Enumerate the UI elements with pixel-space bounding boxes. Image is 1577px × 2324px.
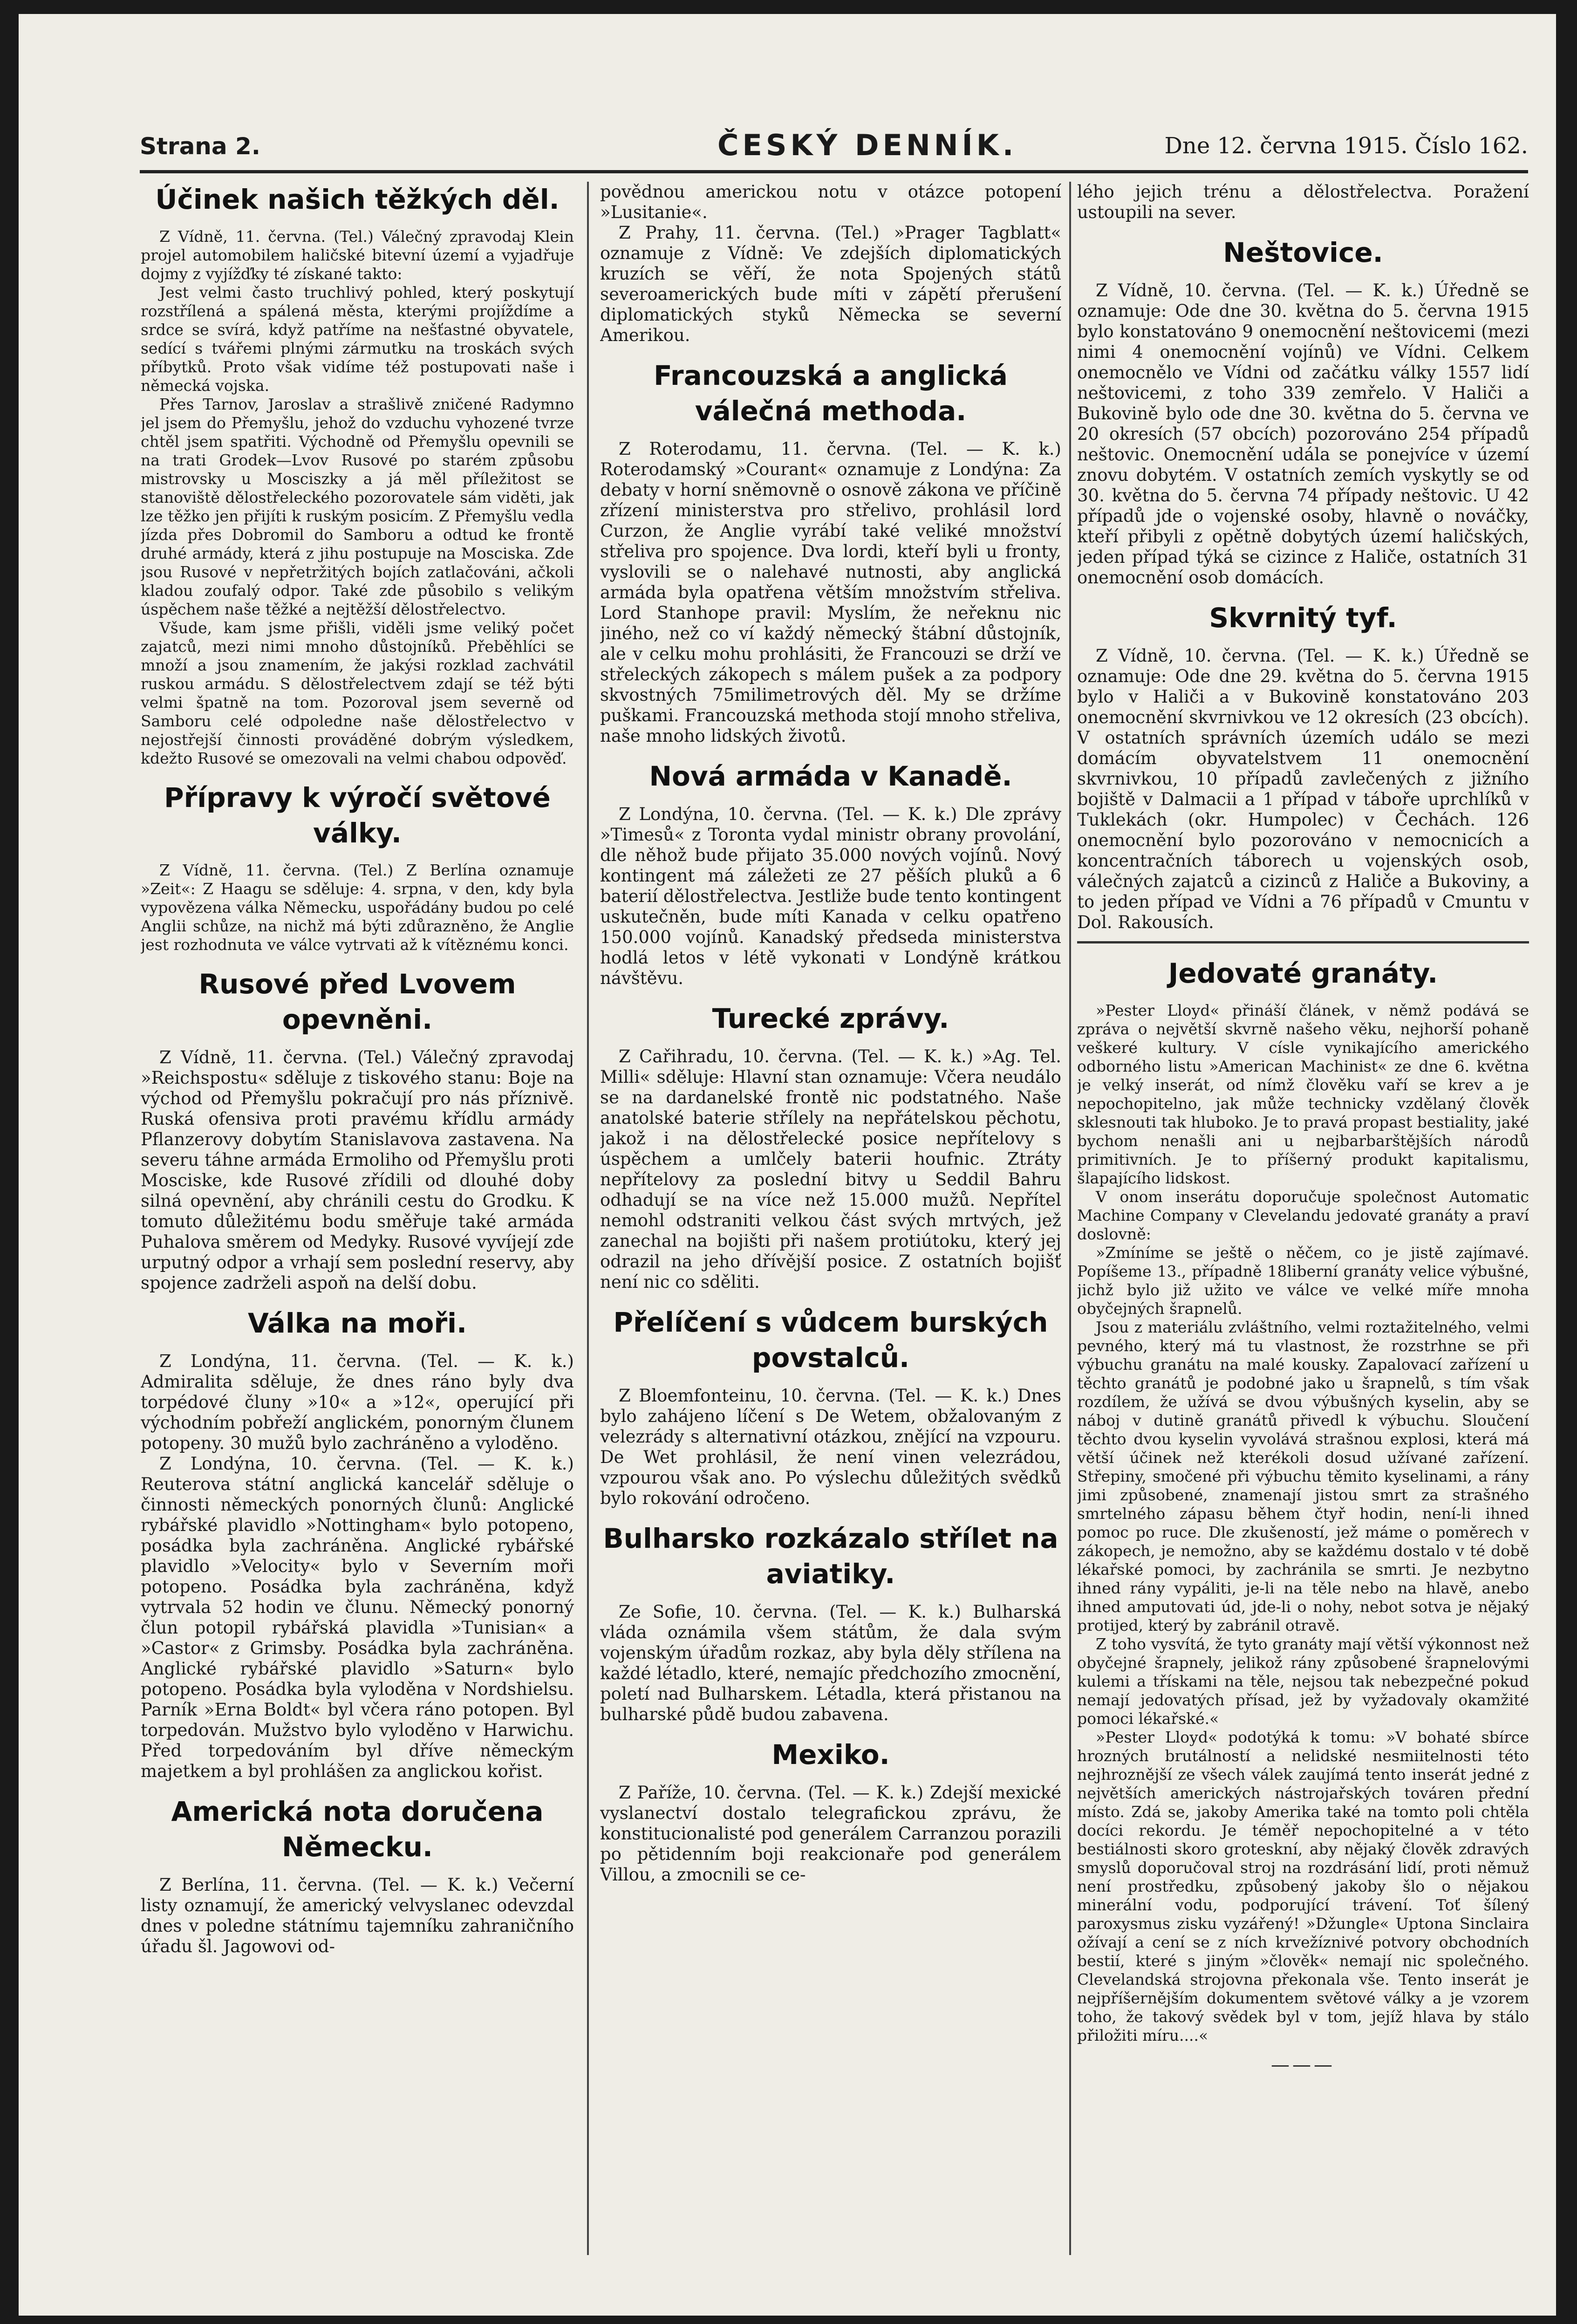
article-title: Bulharsko rozkázalo střílet na aviatiky. bbox=[603, 1523, 1058, 1590]
article-paragraph: Ze Sofie, 10. června. (Tel. — K. k.) Bulharská vláda oznámila všem státům, že dala svým vojenským úřadům rozkaz, aby byla děly střílena na každé létadlo, které, nemajíc předchozího zmocnění, poletí nad Bulharskem. Létadla, která přistanou na bulharské půdě budou zabavena. bbox=[600, 1602, 1061, 1724]
article-title: Válka na moři. bbox=[247, 1307, 467, 1339]
article-title: Turecké zprávy. bbox=[712, 1003, 949, 1034]
article-title: Mexiko. bbox=[771, 1739, 890, 1770]
article-paragraph: Z Londýna, 11. června. (Tel. — K. k.) Admiralita sděluje, že dnes ráno byly dva torpédové čluny »10« a »12«, operující při východním pobřeží anglickém, ponorným člunem potopeny. 30 mužů bylo zachráněno a vyloděno. bbox=[141, 1351, 574, 1453]
article-paragraph: Z Paříže, 10. června. (Tel. — K. k.) Zdejší mexické vyslanectví dostalo telegrafickou zprávu, že konstitucionalisté pod generálem Carranzou porazili po pětidenním boji reakcionaře pod generálem Villou, a zmocnili se ce- bbox=[600, 1783, 1061, 1885]
article-paragraph: Z toho vysvítá, že tyto granáty mají větší výkonnost než obyčejné šrapnely, jelikož rány způsobené šrapnelovými kulemi a třískami na těle, nejsou tak nebezpečné pokud nemají jedovatých přísad, jež by vyžadovaly okamžité pomoci lékařské.« bbox=[1077, 1635, 1529, 1728]
article-paragraph: Z Berlína, 11. června. (Tel. — K. k.) Večerní listy oznamují, že americký velvyslanec odevzdal dnes v poledne státnímu tajemníku zahraničního úřadu šl. Jagowovi od- bbox=[141, 1875, 574, 1956]
article-title: Neštovice. bbox=[1223, 237, 1383, 268]
article-paragraph: Z Prahy, 11. června. (Tel.) »Prager Tagblatt« oznamuje z Vídně: Ve zdejších diplomatických kruzích se věří, že nota Spojených států severoamerických bude míti v zápětí přerušení diplomatických styků Německa se severní Amerikou. bbox=[600, 223, 1061, 345]
article-title: Francouzská a anglická válečná methoda. bbox=[654, 360, 1008, 427]
article-paragraph: »Zmíníme se ještě o něčem, co je jistě zajímavé. Popíšeme 13., případně 18liberní granáty velice výbušné, jichž bylo již užito ve válce ve velké míře mnoha obyčejných šrapnelů. bbox=[1077, 1244, 1529, 1318]
article-title: Jedovaté granáty. bbox=[1168, 957, 1438, 989]
article-title: Skvrnitý tyf. bbox=[1209, 602, 1397, 634]
article-paragraph: Z Vídně, 11. června. (Tel.) Válečný zpravodaj »Reichspostu« sděluje z tiskového stanu: Boje na východ od Přemyšlu pokračují pro nás příznivě. Ruská ofensiva proti pravému křídlu armády Pflanzerovy dobytím Stanislavova zastavena. Na severu táhne armáda Ermoliho od Přemyšlu proti Mosciske, kde Rusové zřídili od dlouhé doby silná opevnění, aby chránili cestu do Grodku. K tomuto důležitému bodu směřuje také armáda Puhalova směrem od Medyky. Rusové vyvíjejí zde urputný odpor a vrhají sem poslední reservy, aby spojence zadrželi aspoň na delší dobu. bbox=[141, 1047, 574, 1293]
article-paragraph: Z Vídně, 10. června. (Tel. — K. k.) Úředně se oznamuje: Ode dne 29. května do 5. června 1915 bylo v Haliči a v Bukovině konstatováno 203 onemocnění skvrnivkou ve 12 okresích (23 obcích). V ostatních správních územích událo se mezi domácím obyvatelstvem 11 onemocnění skvrnivkou, 10 případů zavlečených z jižního bojiště v Dalmacii a 1 případ v táboře uprchlíků v Tuklekách (okr. Humpolec) v Čechách. 126 onemocnění bylo pozorováno v nemocnicích a koncentračních táborech u vojenských osob, válečných zajatců a cizinců z Haliče a Bukoviny, a to jeden případ ve Vídni a 76 případů v Cmuntu v Dol. Rakousích. bbox=[1077, 646, 1529, 932]
article-title: Přelíčení s vůdcem burských povstalců. bbox=[613, 1306, 1048, 1374]
section-divider bbox=[1077, 941, 1529, 943]
article-paragraph: povědnou americkou notu v otázce potopení »Lusitanie«. bbox=[600, 182, 1061, 222]
article-paragraph: Z Vídně, 11. června. (Tel.) Z Berlína oznamuje »Zeit«: Z Haagu se sděluje: 4. srpna, v den, kdy byla vypovězena válka Německu, uspořádány budou po celé Anglii schůze, na nichž má býti zdůrazněno, že Anglie jest rozhodnuta ve válce vytrvati až k vítěznému konci. bbox=[141, 861, 574, 954]
article-title: Nová armáda v Kanadě. bbox=[649, 760, 1012, 792]
column-rule-2 bbox=[1069, 182, 1071, 2255]
article-paragraph: Přes Tarnov, Jaroslav a strašlivě zničené Radymno jel jsem do Přemyšlu, jehož do vzduchu vyhozené tvrze chtěl jsem spatřiti. Východně od Přemyšlu opevnili se na trati Grodek—Lvov Rusové po starém způsobu mistrovsky u Mosciszky a já měl příležitost se stanoviště dělostřeleckého pozorovatele sám viděti, jak lze těžko jen přijíti k ruským posicím. Z Přemyšlu vedla jízda přes Dobromil do Samboru a odtud ke frontě druhé armády, která z jihu postupuje na Mosciska. Zde jsou Rusové v nepřetržitých bojích zatlačováni, ačkoli kladou zoufalý odpor. Také zde působilo s velikým úspěchem naše těžké a nejtěžší dělostřelectvo. bbox=[141, 395, 574, 618]
masthead bbox=[140, 128, 1528, 173]
end-ornament: ——— bbox=[1271, 2054, 1335, 2076]
article-paragraph: Z Londýna, 10. června. (Tel. — K. k.) Reuterova státní anglická kancelář sděluje o činnosti německých ponorných člunů: Anglické rybářské plavidlo »Nottingham« bylo potopeno, posádka byla zachráněna. Anglické rybářské plavidlo »Velocity« bylo v Severním moři potopeno. Posádka byla zachráněna, když vytrvala 52 hodin ve člunu. Německý ponorný člun potopil rybářská plavidla »Tunisian« a »Castor« z Grimsby. Posádka byla zachráněna. Anglické rybářské plavidlo »Saturn« bylo potopeno. Posádka byla vyloděna v Nordshielsu. Parník »Erna Boldt« byl včera ráno potopen. Byl torpedován. Mužstvo bylo vyloděno v Harwichu. Před torpedováním byl dříve německým majetkem a byl prohlášen za anglickou kořist. bbox=[141, 1454, 574, 1781]
article-title: Rusové před Lvovem opevněni. bbox=[198, 968, 516, 1035]
column-2 bbox=[600, 182, 1061, 2260]
article-paragraph: Z Vídně, 10. června. (Tel. — K. k.) Úředně se oznamuje: Ode dne 30. května do 5. června 1915 bylo konstatováno 9 onemocnění neštovicemi (mezi nimi 4 onemocnění vojínů) ve Vídni. Celkem onemocnělo ve Vídni od začátku války 1557 lidí neštovicemi, z toho 339 zemřelo. V Haliči a Bukovině bylo ode dne 30. května do 5. června ve 20 okresích (57 obcích) pozorováno 254 případů neštovic. Onemocnění udála se ponejvíce v území znovu dobytém. V ostatních zemích vyskytly se od 30. května do 5. června 74 případy neštovic. U 42 případů jde o vojenské osoby, hlavně o nováčky, kteří přibyli z opětně dobytých území haličských, jeden případ týká se cizince z Haliče, ostatních 31 onemocnění osob domácích. bbox=[1077, 280, 1529, 588]
article-paragraph: »Pester Lloyd« přináší článek, v němž podává se zpráva o největší skvrně našeho věku, nejhorší pohaně veškeré kultury. V císle vynikajícího amerického odborného listu »American Machinist« ze dne 6. května je velký inserát, od nímž člověku vaří se krev a je nepochopitelno, jak může technicky vzdělaný člověk sklesnouti tak hluboko. Je to pravá propast bestiality, jaké bychom nenašli ani u nejbarbarštějších národů primitivních. Je to příšerný produkt kapitalismu, šlapajícího lidskost. bbox=[1077, 1001, 1529, 1187]
newspaper-title: ČESKÝ DENNÍK. bbox=[717, 128, 1017, 162]
article-paragraph: Z Londýna, 10. června. (Tel. — K. k.) Dle zprávy »Timesů« z Toronta vydal ministr obrany provolání, dle něhož bude přijato 35.000 nových vojínů. Nový kontingent má záležeti ze 27 pěších pluků a 6 baterií dělostřelectva. Jestliže bude tento kontingent uskutečněn, bude míti Kanada v celku opatřeno 150.000 vojínů. Kanadský předseda ministerstva hodlá letos v létě vykonati v Londýně krátkou návštěvu. bbox=[600, 804, 1061, 988]
article-title: Účinek našich těžkých děl. bbox=[155, 184, 560, 215]
article-paragraph: Z Roterodamu, 11. června. (Tel. — K. k.) Roterodamský »Courant« oznamuje z Londýna: Za debaty v horní sněmovně o osnově zákona ve příčině zřízení ministerstva pro střelivo, prohlásil lord Curzon, že Anglie vyrábí také veliké množství střeliva pro spojence. Dva lordi, kteří byli u fronty, vyslovili se o nalehavé nutnosti, aby anglická armáda byla opatřena větším množstvím střeliva. Lord Stanhope pravil: Myslím, že neřeknu nic jiného, než co ví každý německý štábní důstojník, ale v celku mohu prohlásiti, že Francouzi se drží ve střeleckých zákopech s málem pušek a za podpory skvostných 75milimetrových děl. My se držíme puškami. Francouzská methoda stojí mnoho střeliva, naše mnoho lidských životů. bbox=[600, 439, 1061, 746]
column-1 bbox=[141, 182, 574, 2260]
article-paragraph: Všude, kam jsme přišli, viděli jsme veliký počet zajatců, mezi nimi mnoho důstojníků. Přeběhlíci se množí a jsou znamením, že jakýsi rozklad zachvátil ruskou armádu. S dělostřelectvem zdají se též býti velmi špatně na tom. Pozoroval jsem severně od Samboru celé odpoledne naše dělostřelectvo v nejostřejší činnosti prováděné dobrým výsledkem, kdežto Rusové se omezovali na velmi chabou odpověď. bbox=[141, 619, 574, 767]
newspaper-page bbox=[19, 14, 1556, 2316]
article-paragraph: Z Bloemfonteinu, 10. června. (Tel. — K. k.) Dnes bylo zahájeno líčení s De Wetem, obžalovaným z velezrády s alternativní otázkou, znějící na vzpouru. De Wet prohlásil, že není vinen velezrádou, vzpourou však ano. Po výslechu důležitých svědků bylo rokování odročeno. bbox=[600, 1386, 1061, 1508]
column-3 bbox=[1077, 182, 1529, 2260]
article-paragraph: »Pester Lloyd« podotýká k tomu: »V bohaté sbírce hrozných brutálností a nelidské nesmiitelnosti této nejhroznější ze všech válek zaujímá tento inserát jedné z největších amerických nástrojařských továren přední místo. Zdá se, jakoby Amerika také na tomto poli chtěla docíci rekordu. Je téměř nepochopitelné a v této bestiálnosti skoro groteskní, aby nějaký člověk zdravých smyslů doporučoval stroj na rozdrásání lidí, proti němuž není prostředku, způsobený jakoby šlo o nějakou minerální vodu, podporující trávení. Toť šílený paroxysmus zisku vyzářený! »Džungle« Uptona Sinclaira ožívají a cení se z ních krvežíznivé potvory obchodních bestií, které s jiným »člověk« nemají nic společného. Clevelandská strojovna překonala vše. Tento inserát je nejpříšernějším dokumentem světové války a je vzorem toho, že takový svědek byl v tom, jejíž hlava by stálo přiložiti míru....« bbox=[1077, 1728, 1529, 2044]
article-paragraph: Z Vídně, 11. června. (Tel.) Válečný zpravodaj Klein projel automobilem haličské bitevní území a vyjadřuje dojmy z vyjížďky té získané takto: bbox=[141, 227, 574, 283]
article-title: Americká nota doručena Německu. bbox=[171, 1796, 544, 1863]
article-title: Přípravy k výročí světové války. bbox=[164, 782, 551, 849]
column-rule-1 bbox=[587, 182, 589, 2255]
article-paragraph: Z Cařihradu, 10. června. (Tel. — K. k.) »Ag. Tel. Milli« sděluje: Hlavní stan oznamuje: Včera neudálo se na dardanelské frontě nic podstatného. Naše anatolské baterie střílely na nepřátelskou pěchotu, jakož i na dělostřelecké posice nepřítelovy s úspěchem a umlčely baterii houfnic. Ztráty nepřítelovy za poslední bitvy u Seddil Bahru odhadují se na více než 15.000 mužů. Nepřítel nemohl odstraniti velkou část svých mrtvých, jež zanechal na bojišti při našem protiútoku, který jej odrazil na jeho dřívější posice. Z ostatních bojišť není nic co sděliti. bbox=[600, 1046, 1061, 1292]
issue-date: Dne 12. června 1915. Číslo 162. bbox=[1164, 133, 1528, 159]
page-number: Strana 2. bbox=[140, 133, 260, 160]
article-paragraph: lého jejich trénu a dělostřelectva. Poražení ustoupili na sever. bbox=[1077, 182, 1529, 222]
article-paragraph: Jest velmi často truchlivý pohled, který poskytují rozstřílená a spálená města, kterými projíždíme a srdce se svírá, když patříme na nešťastné obyvatele, sedící s tvářemi plnými zármutku na troskách svých příbytků. Proto však vidíme též postupovati naše i německá vojska. bbox=[141, 283, 574, 395]
article-paragraph: Jsou z materiálu zvláštního, velmi roztažitelného, velmi pevného, který má tu vlastnost, že rozstrhne se při výbuchu granátu na malé kousky. Zapalovací zařízení u těchto granátů je podobné jako u šrapnelů, s tím však rozdílem, že užívá se dvou výbušných kyselin, aby se náboj v dutině granátů přivedl k výbuchu. Sloučení těchto dvou kyselin vyvolává strašnou explosi, která má větší účinek než kterékoli dosud užívané zařízení. Střepiny, smočené při výbuchu těmito kyselinami, a rány jimi způsobené, znamenají jistou smrt za strašného smrtelného zápasu během čtyř hodin, není-li ihned pomoc po ruce. Dle zkušeností, jež máme o poměrech v zákopech, je nemožno, aby se každému dostalo v té době lékařské pomoci, by zachránila se smrti. Je nezbytno ihned rány vypáliti, je-li na těle nebo na hlavě, anebo ihned amputovati úd, jde-li o nohy, nebot sotva je nějaký protijed, který by zabránil otravě. bbox=[1077, 1318, 1529, 1634]
article-paragraph: V onom inserátu doporučuje společnost Automatic Machine Company v Clevelandu jedovaté granáty a praví doslovně: bbox=[1077, 1188, 1529, 1243]
